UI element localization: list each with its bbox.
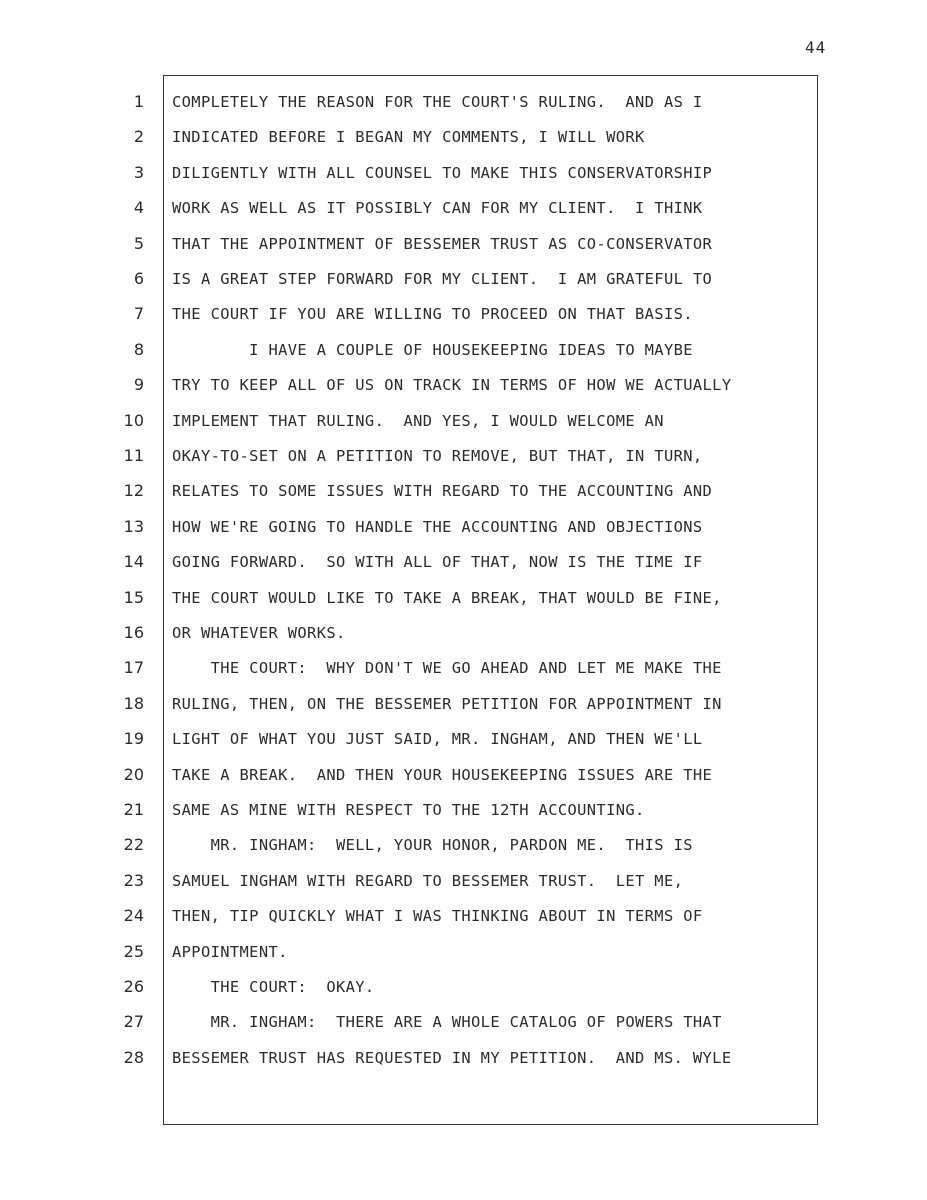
line-number: 8	[133, 339, 144, 359]
line-number: 26	[123, 977, 144, 996]
transcript-line: THAT THE APPOINTMENT OF BESSEMER TRUST AS CO-CONSERVATOR	[172, 234, 713, 253]
page-number: 44	[805, 38, 827, 57]
transcript-line: BESSEMER TRUST HAS REQUESTED IN MY PETITION. AND MS. WYLE	[172, 1048, 732, 1067]
line-number: 3	[133, 162, 144, 182]
line-number: 28	[123, 1047, 144, 1067]
line-number: 20	[123, 764, 144, 784]
transcript-line: OKAY-TO-SET ON A PETITION TO REMOVE, BUT THAT, IN TURN,	[172, 447, 703, 465]
transcript-line: MR. INGHAM: THERE ARE A WHOLE CATALOG OF POWERS THAT	[172, 1013, 722, 1032]
transcript-line: LIGHT OF WHAT YOU JUST SAID, MR. INGHAM, AND THEN WE'LL	[172, 730, 703, 749]
transcript-line: COMPLETELY THE REASON FOR THE COURT'S RULING. AND AS I	[172, 93, 703, 111]
line-number: 24	[123, 906, 144, 926]
transcript-line: RULING, THEN, ON THE BESSEMER PETITION FOR APPOINTMENT IN	[172, 694, 722, 713]
transcript-line: THE COURT WOULD LIKE TO TAKE A BREAK, THAT WOULD BE FINE,	[172, 588, 722, 607]
transcript-line: SAME AS MINE WITH RESPECT TO THE 12TH ACCOUNTING.	[172, 801, 645, 819]
line-number: 1	[133, 92, 144, 111]
transcript-line: I HAVE A COUPLE OF HOUSEKEEPING IDEAS TO MAYBE	[172, 340, 693, 359]
line-number: 4	[133, 198, 144, 218]
line-number: 14	[123, 552, 144, 572]
line-number: 15	[123, 587, 144, 607]
line-number: 25	[123, 941, 144, 961]
line-number: 16	[123, 623, 144, 642]
transcript-line: THE COURT: WHY DON'T WE GO AHEAD AND LET ME MAKE THE	[172, 659, 722, 678]
line-number: 5	[133, 233, 144, 253]
transcript-line: DILIGENTLY WITH ALL COUNSEL TO MAKE THIS CONSERVATORSHIP	[172, 163, 713, 182]
line-number: 18	[123, 693, 144, 713]
line-number: 21	[123, 800, 144, 819]
transcript-line: APPOINTMENT.	[172, 942, 288, 961]
line-number: 22	[123, 835, 144, 855]
transcript-line: WORK AS WELL AS IT POSSIBLY CAN FOR MY CLIENT. I THINK	[172, 199, 703, 218]
transcript-line: TRY TO KEEP ALL OF US ON TRACK IN TERMS OF HOW WE ACTUALLY	[172, 376, 732, 395]
line-number: 9	[133, 375, 144, 395]
transcript-line: THE COURT IF YOU ARE WILLING TO PROCEED ON THAT BASIS.	[172, 305, 693, 324]
transcript-line: IS A GREAT STEP FORWARD FOR MY CLIENT. I AM GRATEFUL TO	[172, 270, 713, 288]
line-number: 12	[123, 481, 144, 501]
line-number: 19	[123, 729, 144, 749]
line-number: 27	[123, 1012, 144, 1032]
transcript-line: RELATES TO SOME ISSUES WITH REGARD TO THE ACCOUNTING AND	[172, 482, 713, 501]
transcript-line: MR. INGHAM: WELL, YOUR HONOR, PARDON ME. THIS IS	[172, 836, 693, 855]
line-number: 2	[133, 127, 144, 147]
line-number: 6	[133, 269, 144, 288]
line-number: 11	[123, 446, 144, 465]
transcript-line: OR WHATEVER WORKS.	[172, 624, 346, 642]
transcript-line: THEN, TIP QUICKLY WHAT I WAS THINKING ABOUT IN TERMS OF	[172, 907, 703, 926]
line-number: 7	[133, 304, 144, 324]
transcript-line: SAMUEL INGHAM WITH REGARD TO BESSEMER TRUST. LET ME,	[172, 871, 684, 890]
transcript-line: TAKE A BREAK. AND THEN YOUR HOUSEKEEPING ISSUES ARE THE	[172, 765, 713, 784]
line-number: 17	[123, 658, 144, 678]
line-number: 23	[123, 870, 144, 890]
transcript-line: HOW WE'RE GOING TO HANDLE THE ACCOUNTING AND OBJECTIONS	[172, 517, 703, 536]
transcript-line: IMPLEMENT THAT RULING. AND YES, I WOULD WELCOME AN	[172, 411, 664, 430]
line-number: 10	[123, 410, 144, 430]
transcript-line: GOING FORWARD. SO WITH ALL OF THAT, NOW IS THE TIME IF	[172, 553, 703, 572]
transcript-line: THE COURT: OKAY.	[172, 978, 375, 996]
line-number: 13	[123, 516, 144, 536]
transcript-line: INDICATED BEFORE I BEGAN MY COMMENTS, I WILL WORK	[172, 128, 645, 147]
